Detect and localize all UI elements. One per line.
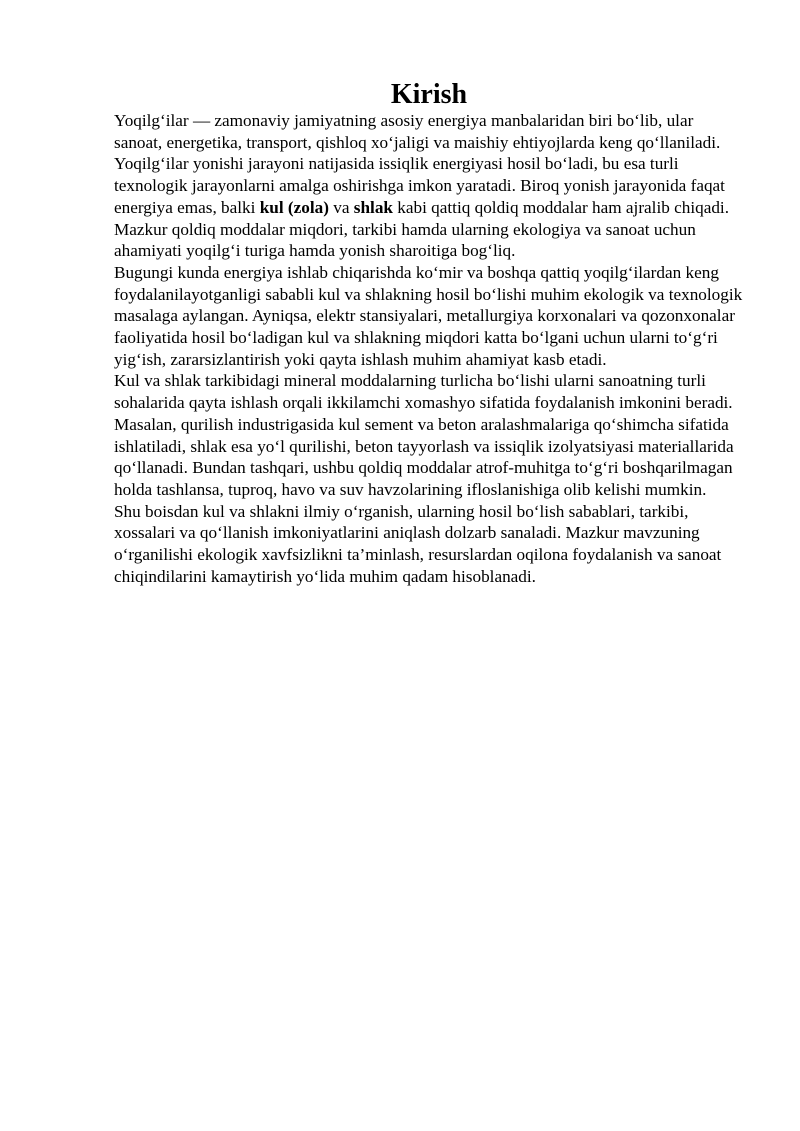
document-page <box>114 80 744 587</box>
bold-term-shlak: shlak <box>353 197 393 217</box>
paragraph-1 <box>114 110 744 262</box>
paragraph-text: Kul va shlak tarkibidagi mineral moddalarning turlicha bo‘lishi ularni sanoatning turli sohalarida qayta ishlash orqali ikkilamchi xomashyo sifatida foydalanish imkonini beradi. Masalan, qurilish industrigasida kul sement va beton aralashmalariga qo‘shimcha sifatida ishlatiladi, shlak esa yo‘l qurilishi, beton tayyorlash va issiqlik izolyatsiyasi materiallarida qo‘llanadi. Bundan tashqari, ushbu qoldiq moddalar atrof-muhitga to‘g‘ri boshqarilmagan holda tashlansa, tuproq, havo va suv havzolarining ifloslanishiga olib kelishi mumkin. <box>114 371 734 499</box>
paragraph-text: va <box>328 197 354 217</box>
paragraph-text: Shu boisdan kul va shlakni ilmiy o‘rganish, ularning hosil bo‘lish sabablari, tarkibi, xossalari va qo‘llanish imkoniyatlarini aniqlash dolzarb sanaladi. Mazkur mavzuning o‘rganilishi ekologik xavfsizlikni ta’minlash, resurslardan oqilona foydalanish va sanoat chiqindilarini kamaytirish yo‘lida muhim qadam hisoblanadi. <box>114 501 722 586</box>
paragraph-2 <box>114 262 744 371</box>
paragraph-text: Yoqilg‘ilar — zamonaviy jamiyatning asosiy energiya manbalaridan biri bo‘lib, ular sanoat, energetika, transport, qishloq xo‘jaligi va maishiy ehtiyojlarda keng qo‘llaniladi. Yoqilg‘ilar yonishi jarayoni natijasida issiqlik energiyasi hosil bo‘ladi, bu esa turli texnologik jarayonlarni amalga oshirishga imkon yaratadi. Biroq yonish jarayonida faqat energiya emas, balki <box>114 111 725 217</box>
paragraph-4 <box>114 501 744 588</box>
document-title: Kirish <box>390 79 468 110</box>
paragraph-3 <box>114 370 744 500</box>
paragraph-text: kabi qattiq qoldiq moddalar ham ajralib chiqadi. Mazkur qoldiq moddalar miqdori, tarkibi hamda ularning ekologiya va sanoat uchun ahamiyati yoqilg‘i turiga hamda yonish sharoitiga bog‘liq. <box>114 197 730 261</box>
paragraph-text: Bugungi kunda energiya ishlab chiqarishda ko‘mir va boshqa qattiq yoqilg‘ilardan keng foydalanilayotganligi sababli kul va shlakning hosil bo‘lishi muhim ekologik va texnologik masalaga aylangan. Ayniqsa, elektr stansiyalari, metallurgiya korxonalari va qozonxonalar faoliyatida hosil bo‘ladigan kul va shlakning miqdori katta bo‘lgani uchun ularni to‘g‘ri yig‘ish, zararsizlantirish yoki qayta ishlash muhim ahamiyat kasb etadi. <box>114 262 743 369</box>
bold-term-kul: kul (zola) <box>259 197 329 217</box>
